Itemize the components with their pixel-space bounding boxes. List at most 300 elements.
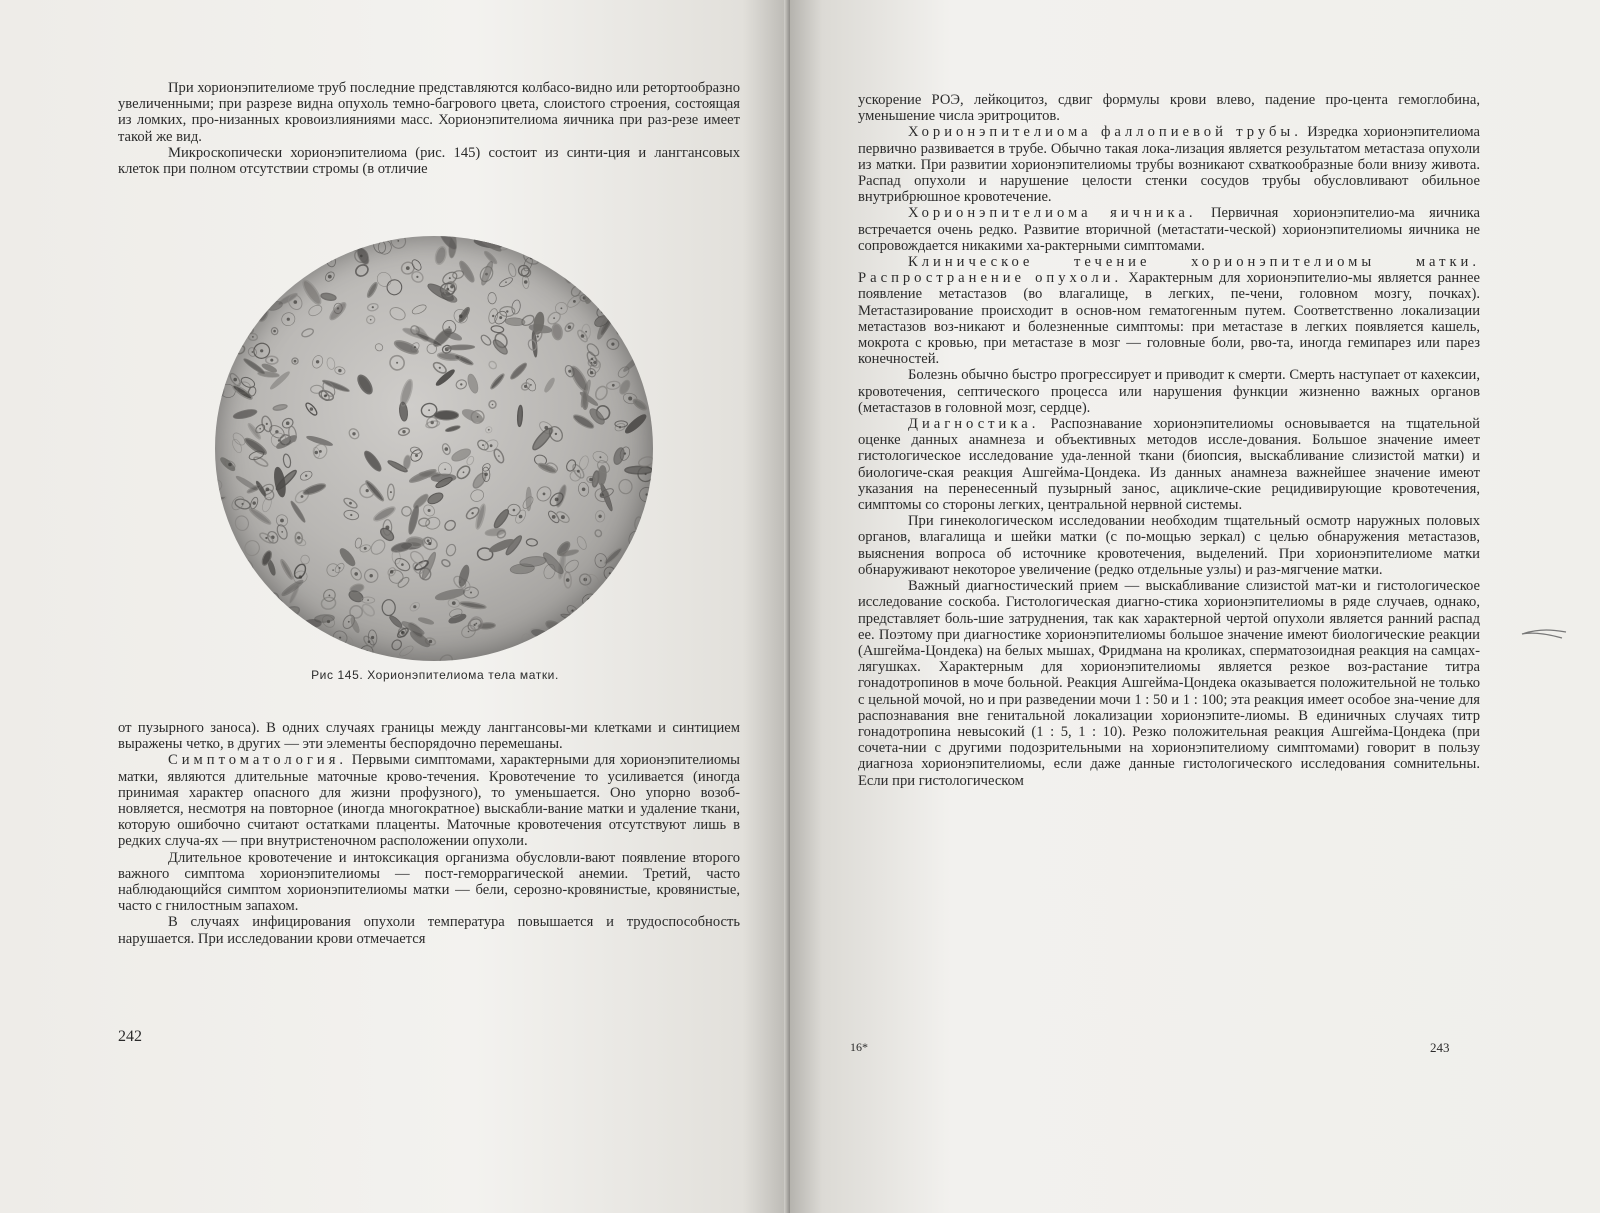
cell-shape bbox=[640, 356, 653, 372]
cell-shape bbox=[234, 514, 251, 532]
section-heading: Хорионэпителиома фаллопиевой трубы. bbox=[908, 124, 1302, 141]
cell-nucleus bbox=[506, 310, 508, 312]
cell-shape bbox=[615, 591, 626, 609]
cell-shape bbox=[621, 638, 639, 651]
cell-nucleus bbox=[367, 599, 369, 601]
cell-nucleus bbox=[618, 259, 620, 261]
cell-shape bbox=[219, 304, 234, 328]
cell-nucleus bbox=[354, 572, 358, 576]
cell-nucleus bbox=[319, 450, 322, 453]
cell-shape bbox=[231, 294, 242, 305]
cell-shape bbox=[505, 317, 525, 326]
cell-shape bbox=[591, 611, 610, 631]
cell-nucleus bbox=[590, 647, 592, 649]
cell-shape bbox=[559, 622, 573, 650]
micrograph-figure bbox=[215, 236, 653, 661]
cell-shape bbox=[223, 636, 252, 657]
paragraph bbox=[858, 416, 1480, 513]
cell-shape bbox=[320, 292, 336, 301]
cell-nucleus bbox=[446, 288, 449, 291]
cell-nucleus bbox=[350, 514, 352, 516]
cell-shape bbox=[641, 580, 653, 597]
paragraph: При хорионэпителиоме труб последние представляются колбасо-видно или ретортообразно увеличенными; при разрезе видна опухоль темно-багрового цвета, слоистого строения, состоящая из ломких, про-низанных кровоизлияниями масс. Хорионэпителиома яичника при раз-резе имеет такой же вид. bbox=[118, 80, 740, 145]
cell-shape bbox=[234, 344, 246, 355]
cell-nucleus bbox=[273, 330, 276, 333]
left-top-column bbox=[118, 80, 740, 177]
cell-shape bbox=[582, 391, 588, 410]
cell-shape bbox=[637, 485, 653, 505]
cell-shape bbox=[514, 238, 527, 252]
cell-shape bbox=[575, 242, 591, 257]
cell-nucleus bbox=[397, 240, 399, 242]
cell-nucleus bbox=[600, 493, 603, 496]
cell-shape bbox=[250, 279, 263, 296]
cell-nucleus bbox=[285, 273, 287, 275]
cell-shape bbox=[280, 270, 292, 283]
cell-shape bbox=[338, 547, 357, 568]
cell-shape bbox=[559, 621, 570, 642]
cell-shape bbox=[544, 619, 565, 635]
cell-shape bbox=[246, 599, 273, 619]
cell-nucleus bbox=[600, 560, 602, 562]
cell-nucleus bbox=[348, 621, 350, 623]
cell-shape bbox=[469, 488, 486, 504]
cell-shape bbox=[239, 619, 260, 641]
cell-shape bbox=[615, 421, 628, 427]
cell-shape bbox=[407, 505, 421, 535]
cell-nucleus bbox=[332, 569, 334, 571]
cell-shape bbox=[282, 453, 291, 468]
paragraph: ускорение РОЭ, лейкоцитоз, сдвиг формулы крови влево, падение про-цента гемоглобина, уменьшение числа эритроцитов. bbox=[858, 92, 1480, 125]
cell-nucleus bbox=[553, 317, 555, 319]
cell-shape bbox=[618, 479, 632, 494]
cell-shape bbox=[273, 467, 287, 498]
cell-shape bbox=[279, 604, 301, 621]
cell-shape bbox=[471, 471, 488, 490]
cell-shape bbox=[215, 260, 224, 268]
cell-shape bbox=[234, 288, 257, 300]
cell-shape bbox=[575, 535, 588, 551]
cell-shape bbox=[504, 649, 525, 661]
cell-shape bbox=[354, 263, 370, 279]
cell-shape bbox=[289, 500, 307, 524]
cell-shape bbox=[639, 574, 653, 582]
cell-nucleus bbox=[593, 639, 596, 642]
cell-shape bbox=[583, 572, 602, 592]
cell-shape bbox=[300, 278, 323, 306]
cell-nucleus bbox=[492, 315, 494, 317]
cell-nucleus bbox=[449, 277, 451, 279]
cell-shape bbox=[348, 239, 358, 252]
cell-shape bbox=[438, 653, 454, 661]
cell-nucleus bbox=[646, 577, 648, 579]
cell-shape bbox=[246, 326, 254, 334]
cell-nucleus bbox=[390, 491, 392, 493]
cell-shape bbox=[561, 264, 575, 285]
cell-nucleus bbox=[245, 278, 249, 282]
cell-shape bbox=[622, 352, 644, 373]
cell-shape bbox=[235, 318, 247, 330]
cell-shape bbox=[644, 528, 653, 543]
cell-nucleus bbox=[475, 623, 477, 625]
cell-nucleus bbox=[324, 395, 327, 398]
cell-shape bbox=[448, 613, 467, 625]
cell-shape bbox=[582, 272, 600, 289]
cell-nucleus bbox=[488, 429, 490, 431]
cell-shape bbox=[555, 484, 568, 508]
cell-shape bbox=[215, 495, 226, 503]
cell-shape bbox=[418, 617, 434, 625]
cell-shape bbox=[233, 629, 242, 640]
cell-shape bbox=[396, 576, 410, 590]
cell-shape bbox=[326, 357, 336, 370]
cell-shape bbox=[314, 614, 334, 623]
cell-shape bbox=[625, 466, 653, 473]
cell-shape bbox=[326, 248, 334, 257]
cell-shape bbox=[374, 342, 384, 352]
cell-nucleus bbox=[329, 595, 331, 597]
cell-nucleus bbox=[642, 310, 645, 313]
cell-shape bbox=[616, 301, 637, 312]
cell-shape bbox=[249, 635, 274, 643]
cell-nucleus bbox=[448, 326, 450, 328]
cell-shape bbox=[551, 323, 563, 340]
cell-nucleus bbox=[581, 249, 584, 252]
cell-shape bbox=[235, 275, 250, 292]
cell-shape bbox=[224, 244, 239, 258]
cell-nucleus bbox=[573, 300, 576, 303]
cell-shape bbox=[390, 638, 403, 652]
cell-shape bbox=[627, 605, 639, 622]
cell-nucleus bbox=[460, 383, 462, 385]
cell-shape bbox=[645, 369, 653, 387]
cell-nucleus bbox=[513, 509, 516, 512]
cell-shape bbox=[616, 313, 624, 335]
cell-shape bbox=[424, 516, 441, 531]
cell-shape bbox=[215, 383, 224, 400]
cell-shape bbox=[585, 631, 604, 649]
cell-shape bbox=[519, 555, 546, 567]
cell-nucleus bbox=[590, 371, 593, 374]
cell-shape bbox=[277, 291, 299, 306]
cell-nucleus bbox=[269, 239, 272, 242]
cell-shape bbox=[507, 263, 517, 278]
section-text: Изредка хорионэпителиома первично развивается в трубе. Обычно такая лока-лизация является результатом метастаза опухоли из матки. При развитии хорионэпителиомы трубы возникают схваткообразные боли внизу живота. Распад опухоли и нарушение целости стенки сосудов трубы обусловливают обильное внутрибрюшное кровотечение. bbox=[858, 124, 1480, 206]
cell-nucleus bbox=[278, 439, 280, 441]
cell-nucleus bbox=[582, 488, 586, 492]
cell-nucleus bbox=[599, 456, 601, 458]
cell-nucleus bbox=[287, 318, 290, 321]
cell-shape bbox=[279, 559, 294, 580]
cell-nucleus bbox=[301, 495, 304, 498]
cell-nucleus bbox=[241, 282, 244, 285]
cell-shape bbox=[635, 635, 653, 654]
cell-nucleus bbox=[505, 281, 507, 283]
cell-nucleus bbox=[595, 611, 597, 613]
paragraph bbox=[858, 254, 1480, 367]
cell-nucleus bbox=[268, 624, 271, 627]
cell-shape bbox=[632, 398, 648, 412]
cell-shape bbox=[233, 576, 252, 594]
cell-shape bbox=[290, 655, 309, 661]
cell-shape bbox=[576, 251, 586, 262]
cell-nucleus bbox=[310, 407, 313, 410]
section-text: Первыми симптомами, характерными для хорионэпителиомы матки, являются длительные маточные крово-течения. Кровотечение то усиливается (иногда принимая характер опасного для жизни профузного), то уменьшается. Оно упорно возоб-новляется, несмотря на повторное (иногда многократное) выскабли-вание матки и удаление ткани, которую ошибочно считают остатками плаценты. Маточные кровотечения отсутствуют лишь в редких случа-ях — при внутристеночном расположении опухоли. bbox=[118, 752, 740, 850]
cell-shape bbox=[232, 408, 257, 421]
cell-nucleus bbox=[471, 512, 473, 514]
cell-shape bbox=[539, 633, 549, 643]
cell-nucleus bbox=[646, 493, 648, 495]
cell-nucleus bbox=[633, 537, 637, 541]
cell-shape bbox=[492, 508, 511, 530]
cell-nucleus bbox=[339, 637, 341, 639]
cell-nucleus bbox=[555, 498, 559, 502]
cell-nucleus bbox=[552, 515, 556, 519]
cell-shape bbox=[603, 547, 623, 566]
cell-nucleus bbox=[295, 262, 299, 266]
cell-shape bbox=[611, 252, 626, 267]
cell-shape bbox=[479, 333, 492, 346]
cell-nucleus bbox=[242, 599, 244, 601]
cell-nucleus bbox=[396, 362, 398, 364]
page-number: 242 bbox=[118, 1028, 142, 1045]
cell-nucleus bbox=[498, 455, 500, 457]
cell-shape bbox=[526, 538, 538, 546]
cell-shape bbox=[441, 558, 451, 567]
cell-nucleus bbox=[371, 636, 374, 639]
cell-nucleus bbox=[230, 541, 232, 543]
cell-nucleus bbox=[459, 314, 463, 318]
paragraph bbox=[858, 205, 1480, 254]
cell-shape bbox=[217, 563, 227, 582]
cell-nucleus bbox=[413, 605, 416, 608]
cell-nucleus bbox=[589, 478, 593, 482]
cell-nucleus bbox=[305, 475, 307, 477]
cell-nucleus bbox=[260, 349, 263, 352]
cell-nucleus bbox=[370, 319, 372, 321]
cell-shape bbox=[576, 239, 593, 256]
cell-shape bbox=[630, 340, 645, 353]
cell-nucleus bbox=[240, 322, 243, 325]
cell-shape bbox=[480, 261, 494, 286]
cell-nucleus bbox=[561, 515, 565, 519]
cell-shape bbox=[267, 592, 280, 608]
cell-nucleus bbox=[631, 612, 635, 616]
cell-shape bbox=[627, 236, 634, 251]
cell-shape bbox=[243, 436, 268, 457]
cell-nucleus bbox=[235, 299, 238, 302]
cell-shape bbox=[241, 270, 253, 282]
cell-nucleus bbox=[270, 359, 273, 362]
cell-shape bbox=[450, 447, 472, 464]
cell-shape bbox=[371, 237, 388, 255]
cell-shape bbox=[312, 238, 341, 255]
cell-shape bbox=[541, 236, 558, 246]
cell-nucleus bbox=[266, 423, 268, 425]
cell-shape bbox=[543, 377, 555, 393]
cell-shape bbox=[559, 254, 580, 274]
cell-shape bbox=[239, 618, 249, 635]
cell-shape bbox=[372, 505, 397, 524]
cell-shape bbox=[222, 649, 251, 661]
cell-nucleus bbox=[277, 601, 281, 605]
cell-shape bbox=[434, 411, 459, 420]
cell-shape bbox=[386, 279, 403, 296]
cell-nucleus bbox=[406, 266, 410, 270]
cell-nucleus bbox=[228, 463, 232, 467]
paragraph: Длительное кровотечение и интоксикация организма обусловли-вают появление второго важного симптома хорионэпителиомы — пост-геморрагической анемии. Третий, часто наблюдающийся симптом хорионэпителиомы матки — бели, серозно-кровянистые, кровянистые, часто с гнилостным запахом. bbox=[118, 849, 740, 915]
cell-nucleus bbox=[364, 547, 367, 550]
cell-nucleus bbox=[280, 519, 284, 523]
cell-nucleus bbox=[370, 574, 373, 577]
cell-shape bbox=[634, 517, 643, 531]
cell-nucleus bbox=[585, 331, 587, 333]
cell-nucleus bbox=[499, 316, 502, 319]
cell-shape bbox=[445, 543, 457, 557]
cell-shape bbox=[349, 583, 365, 595]
cell-nucleus bbox=[555, 433, 557, 435]
cell-shape bbox=[244, 260, 259, 270]
cell-nucleus bbox=[561, 307, 563, 309]
cell-shape bbox=[578, 265, 608, 281]
cell-nucleus bbox=[316, 360, 319, 363]
cell-nucleus bbox=[626, 296, 629, 299]
cell-nucleus bbox=[416, 276, 418, 278]
section-text: Характерным для хорионэпителио-мы является раннее появление метастазов (во влагалище, в легких, пе-чени, головном мозгу, почках). Метастазирование происходит в основ-ном гематогенным путем. Соответственно локализации метастазов воз-никают и болезненные симптомы: при метастазе в легких появляется кашель, мокрота с кровью, при метастазе в мозг — головные боли, рво-та, иногда гемипарез или парез конечностей. bbox=[858, 270, 1480, 368]
cell-nucleus bbox=[315, 451, 318, 454]
cell-shape bbox=[634, 292, 645, 303]
cell-shape bbox=[411, 303, 428, 316]
cell-nucleus bbox=[265, 537, 267, 539]
cell-shape bbox=[388, 614, 403, 629]
cell-shape bbox=[235, 321, 248, 335]
cell-shape bbox=[250, 600, 268, 614]
cell-shape bbox=[517, 405, 523, 426]
paragraph: от пузырного заноса). В одних случаях границы между лангганcовы-ми клетками и синтицием выражены четко, в других — эти элементы беспорядочно перемешаны. bbox=[118, 720, 740, 753]
cell-shape bbox=[355, 245, 372, 266]
paragraph: При гинекологическом исследовании необходим тщательный осмотр наружных половых органов, влагалища и шейки матки (с по-мощью зеркал) с целью обнаружения метастазов, выяснения вопроса об источнике кровотечения, выделений. При хорионэпителиоме матки обнаруживают некоторое увеличение (редко отдельные узлы) и раз-мягчение матки. bbox=[858, 513, 1480, 578]
cell-shape bbox=[362, 449, 384, 473]
right-column bbox=[858, 92, 1480, 789]
cell-shape bbox=[410, 258, 423, 272]
left-page bbox=[0, 0, 790, 1213]
cell-shape bbox=[549, 650, 571, 661]
cell-shape bbox=[390, 540, 413, 554]
cell-shape bbox=[511, 299, 522, 314]
cell-shape bbox=[290, 259, 305, 269]
cell-shape bbox=[256, 623, 265, 634]
cell-nucleus bbox=[252, 351, 254, 353]
cell-shape bbox=[308, 630, 322, 646]
paragraph bbox=[858, 124, 1480, 205]
cell-shape bbox=[637, 559, 653, 569]
cell-shape bbox=[628, 530, 642, 547]
cell-nucleus bbox=[427, 539, 430, 542]
cell-shape bbox=[447, 344, 475, 350]
paragraph bbox=[118, 752, 740, 849]
cell-nucleus bbox=[252, 336, 254, 338]
cell-nucleus bbox=[243, 625, 245, 627]
cell-shape bbox=[418, 518, 429, 527]
cell-shape bbox=[623, 611, 636, 629]
cell-nucleus bbox=[490, 444, 493, 447]
cell-shape bbox=[509, 361, 529, 381]
cell-shape bbox=[491, 325, 504, 333]
cell-shape bbox=[215, 585, 225, 602]
cell-shape bbox=[231, 438, 244, 454]
cell-shape bbox=[219, 456, 236, 472]
cell-nucleus bbox=[215, 485, 216, 487]
cell-shape bbox=[443, 519, 457, 533]
cell-nucleus bbox=[568, 370, 571, 373]
cell-nucleus bbox=[468, 631, 470, 633]
cell-shape bbox=[638, 596, 648, 610]
cell-nucleus bbox=[587, 598, 591, 602]
cell-nucleus bbox=[477, 416, 479, 418]
cell-shape bbox=[522, 634, 531, 646]
cell-nucleus bbox=[591, 358, 593, 360]
cell-nucleus bbox=[216, 557, 220, 561]
cell-shape bbox=[355, 373, 374, 396]
cell-nucleus bbox=[294, 300, 298, 304]
cell-shape bbox=[528, 244, 548, 256]
cell-shape bbox=[241, 273, 253, 289]
cell-shape bbox=[301, 327, 315, 338]
cell-nucleus bbox=[233, 378, 237, 382]
cell-shape bbox=[215, 602, 222, 617]
cell-shape bbox=[215, 478, 224, 493]
cell-nucleus bbox=[628, 397, 632, 401]
cell-nucleus bbox=[519, 515, 523, 519]
cell-shape bbox=[302, 482, 327, 497]
cell-nucleus bbox=[601, 311, 604, 314]
cell-shape bbox=[228, 553, 241, 578]
cell-nucleus bbox=[609, 572, 611, 574]
cell-shape bbox=[408, 549, 426, 566]
cell-nucleus bbox=[628, 262, 632, 266]
cell-nucleus bbox=[299, 575, 302, 578]
cell-nucleus bbox=[530, 384, 532, 386]
cell-nucleus bbox=[366, 489, 369, 492]
cell-nucleus bbox=[390, 570, 394, 574]
cell-shape bbox=[287, 247, 302, 263]
cell-shape bbox=[485, 527, 506, 536]
cell-shape bbox=[459, 601, 486, 610]
cell-nucleus bbox=[284, 275, 287, 278]
cell-nucleus bbox=[611, 343, 614, 346]
cell-shape bbox=[262, 236, 280, 250]
section-text: Распознавание хорионэпителиомы основывается на тщательной оценке данных анамнеза и объективных методов иссле-дования. Большое значение имеет гистологическое исследование уда-ленной ткани (биопсия, выскабливание слизистой матки) и биологиче-ская реакция Ашгейма-Цондека. Из данных анамнеза важнейшее значение имеют указания на перенесенный пузырный занос, ацикличе-ские рецидивирующие кровотечения, симптомы со стороны легких, центральной нервной системы. bbox=[858, 416, 1480, 514]
cell-nucleus bbox=[646, 362, 650, 366]
right-page bbox=[790, 0, 1600, 1213]
cell-nucleus bbox=[568, 325, 572, 329]
cell-shape bbox=[632, 291, 646, 305]
cell-nucleus bbox=[227, 607, 230, 610]
cell-nucleus bbox=[401, 563, 404, 566]
cell-shape bbox=[499, 236, 517, 245]
cell-shape bbox=[420, 551, 437, 580]
cell-shape bbox=[234, 598, 254, 617]
cell-shape bbox=[275, 245, 287, 256]
cell-shape bbox=[247, 268, 264, 285]
cell-shape bbox=[638, 305, 650, 317]
cell-shape bbox=[368, 537, 387, 557]
page-number: 243 bbox=[1430, 1040, 1450, 1055]
cell-shape bbox=[366, 281, 379, 298]
cell-shape bbox=[514, 236, 533, 252]
cell-shape bbox=[578, 455, 590, 471]
paragraph: В случаях инфицирования опухоли температура повышается и трудоспособность нарушается. При исследовании крови отмечается bbox=[118, 914, 740, 947]
